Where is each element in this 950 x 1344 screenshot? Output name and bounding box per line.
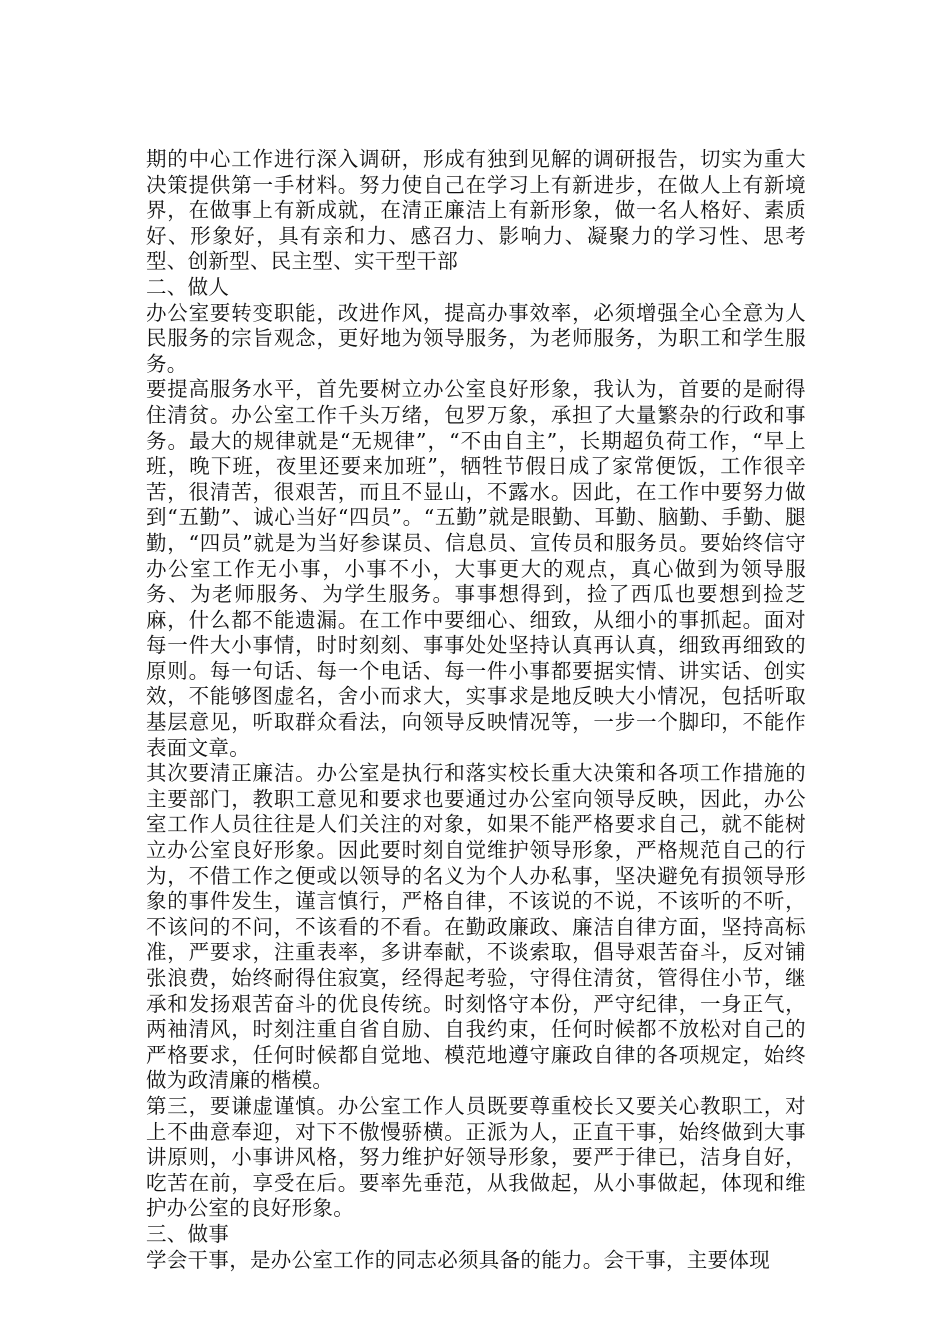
section-heading-zuoren: 二、做人 — [146, 274, 230, 299]
section-heading-zuoshi: 三、做事 — [146, 1221, 230, 1246]
paragraph-service-level: 要提高服务水平，首先要树立办公室良好形象，我认为，首要的是耐得住清贫。办公室工作千头万绪，包罗万象，承担了大量繁杂的行政和事务。最大的规律就是“无规律”，“不由自主”，长期超负荷工作，“早上班，晚下班，夜里还要来加班”，牺牲节假日成了家常便饭，工作很辛苦，很清苦，很艰苦，而且不显山，不露水。因此，在工作中要努力做到“五勤”、诚心当好“四员”。“五勤”就是眼勤、耳勤、脑勤、手勤、腿勤，“四员”就是为当好参谋员、信息员、宣传员和服务员。要始终信守办公室工作无小事，小事不小，大事更大的观点，真心做到为领导服务、为老师服务、为学生服务。事事想得到，捡了西瓜也要想到捡芝麻，什么都不能遗漏。在工作中要细心、细致，从细小的事抓起。面对每一件大小事情，时时刻刻、事事处处坚持认真再认真，细致再细致的原则。每一句话、每一个电话、每一件小事都要据实情、讲实话、创实效，不能够图虚名，舍小而求大，实事求是地反映大小情况，包括听取基层意见，听取群众看法，向领导反映情况等，一步一个脚印，不能作表面文章。 — [146, 377, 806, 760]
paragraph-integrity: 其次要清正廉洁。办公室是执行和落实校长重大决策和各项工作措施的主要部门，教职工意见和要求也要通过办公室向领导反映，因此，办公室工作人员往往是人们关注的对象，如果不能严格要求自己，就不能树立办公室良好形象。因此要时刻自觉维护领导形象，严格规范自己的行为，不借工作之便或以领导的名义为个人办私事，坚决避免有损领导形象的事件发生，谨言慎行，严格自律，不该说的不说，不该听的不听，不该问的不问，不该看的不看。在勤政廉政、廉洁自律方面，坚持高标准，严要求，注重表率，多讲奉献，不谈索取，倡导艰苦奋斗，反对铺张浪费，始终耐得住寂寞，经得起考验，守得住清贫，管得住小节，继承和发扬艰苦奋斗的优良传统。时刻恪守本份，严守纪律，一身正气，两袖清风，时刻注重自省自励、自我约束，任何时候都不放松对自己的严格要求，任何时候都自觉地、模范地遵守廉政自律的各项规定，始终做为政清廉的楷模。 — [146, 761, 806, 1093]
paragraph-transform-functions: 办公室要转变职能，改进作风，提高办事效率，必须增强全心全意为人民服务的宗旨观念，更好地为领导服务，为老师服务，为职工和学生服务。 — [146, 300, 806, 376]
paragraph-doing-work: 学会干事，是办公室工作的同志必须具备的能力。会干事，主要体现 — [146, 1247, 770, 1272]
document-body — [146, 147, 806, 1273]
paragraph-modesty: 第三，要谦虚谨慎。办公室工作人员既要尊重校长又要关心教职工，对上不曲意奉迎，对下不傲慢骄横。正派为人，正直干事，始终做到大事讲原则，小事讲风格，努力维护好领导形象，要严于律已，洁身自好，吃苦在前，享受在后。要率先垂范，从我做起，从小事做起，体现和维护办公室的良好形象。 — [146, 1093, 806, 1221]
paragraph-intro: 期的中心工作进行深入调研，形成有独到见解的调研报告，切实为重大决策提供第一手材料。努力使自己在学习上有新进步，在做人上有新境界，在做事上有新成就，在清正廉洁上有新形象，做一名人格好、素质好、形象好，具有亲和力、感召力、影响力、凝聚力的学习性、思考型、创新型、民主型、实干型干部 — [146, 147, 806, 274]
